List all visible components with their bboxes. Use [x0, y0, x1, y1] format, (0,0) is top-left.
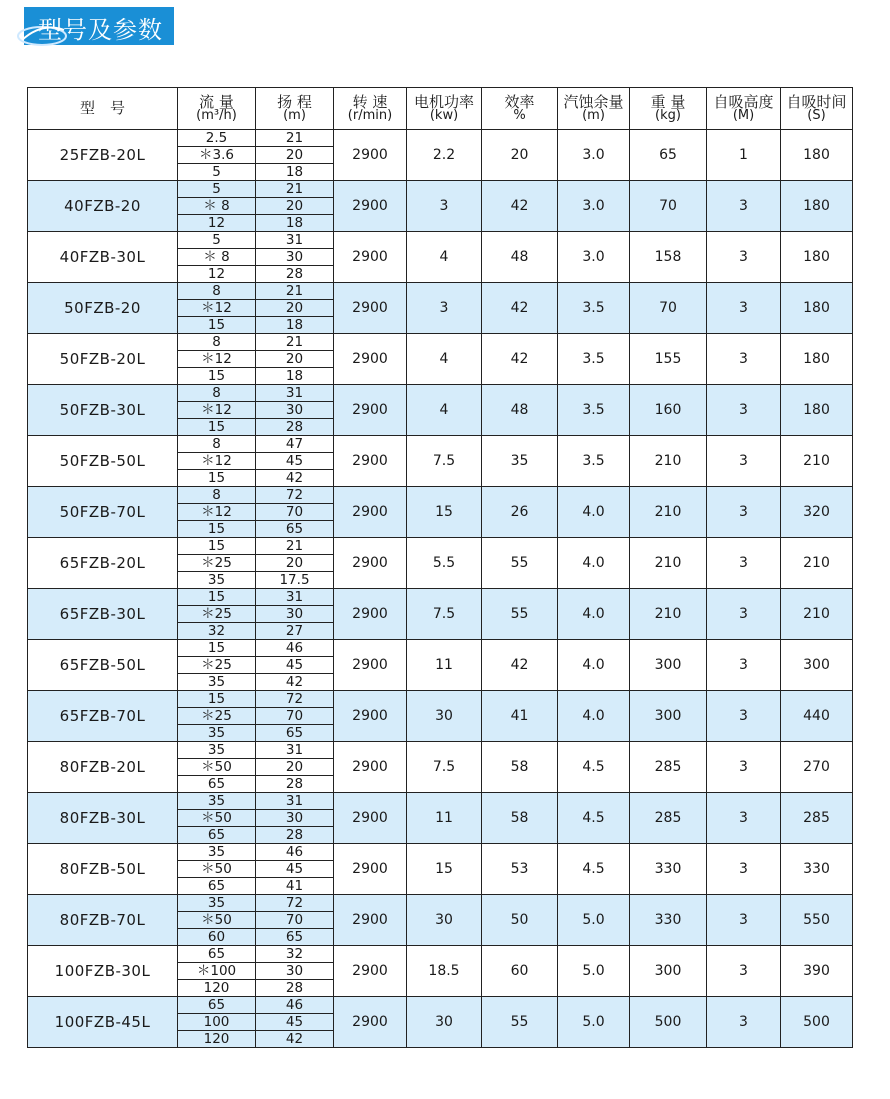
- power-cell: 30: [407, 895, 482, 946]
- head-cell: 41: [256, 878, 334, 895]
- head-cell: 70: [256, 504, 334, 521]
- efficiency-cell: 53: [482, 844, 558, 895]
- npsh-cell: 4.0: [558, 691, 630, 742]
- model-cell: 40FZB-20: [28, 181, 178, 232]
- spec-table: [27, 87, 853, 1048]
- head-cell: 18: [256, 317, 334, 334]
- head-cell: 32: [256, 946, 334, 963]
- flow-cell: ＊12: [178, 504, 256, 521]
- efficiency-cell: 26: [482, 487, 558, 538]
- col-power: 电机功率 (kw): [407, 88, 482, 130]
- col-npsh: 汽蚀余量 (m): [558, 88, 630, 130]
- head-cell: 28: [256, 827, 334, 844]
- flow-cell: ＊12: [178, 453, 256, 470]
- weight-cell: 210: [630, 487, 707, 538]
- suction-time-cell: 180: [781, 181, 853, 232]
- head-cell: 45: [256, 657, 334, 674]
- model-cell: 50FZB-70L: [28, 487, 178, 538]
- suction-height-cell: 3: [707, 487, 781, 538]
- flow-cell: 35: [178, 844, 256, 861]
- head-cell: 65: [256, 725, 334, 742]
- power-cell: 4: [407, 232, 482, 283]
- efficiency-cell: 42: [482, 283, 558, 334]
- efficiency-cell: 55: [482, 589, 558, 640]
- flow-cell: ＊50: [178, 759, 256, 776]
- flow-cell: ＊25: [178, 708, 256, 725]
- suction-height-cell: 3: [707, 793, 781, 844]
- flow-cell: 15: [178, 589, 256, 606]
- table-row: [28, 793, 853, 810]
- head-cell: 21: [256, 334, 334, 351]
- suction-time-cell: 180: [781, 130, 853, 181]
- efficiency-cell: 50: [482, 895, 558, 946]
- suction-height-cell: 3: [707, 181, 781, 232]
- head-cell: 65: [256, 929, 334, 946]
- flow-cell: 32: [178, 623, 256, 640]
- speed-cell: 2900: [334, 640, 407, 691]
- col-suction-time: 自吸时间 (S): [781, 88, 853, 130]
- col-flow: 流 量 (m³/h): [178, 88, 256, 130]
- npsh-cell: 4.0: [558, 589, 630, 640]
- head-cell: 18: [256, 215, 334, 232]
- efficiency-cell: 42: [482, 181, 558, 232]
- npsh-cell: 4.5: [558, 793, 630, 844]
- power-cell: 3: [407, 283, 482, 334]
- model-cell: 65FZB-50L: [28, 640, 178, 691]
- speed-cell: 2900: [334, 589, 407, 640]
- power-cell: 2.2: [407, 130, 482, 181]
- flow-cell: 15: [178, 691, 256, 708]
- flow-cell: 100: [178, 1014, 256, 1031]
- flow-cell: 12: [178, 215, 256, 232]
- npsh-cell: 3.0: [558, 181, 630, 232]
- npsh-cell: 3.5: [558, 385, 630, 436]
- power-cell: 11: [407, 793, 482, 844]
- weight-cell: 210: [630, 538, 707, 589]
- suction-time-cell: 180: [781, 334, 853, 385]
- flow-cell: ＊3.6: [178, 147, 256, 164]
- suction-height-cell: 3: [707, 997, 781, 1048]
- npsh-cell: 5.0: [558, 946, 630, 997]
- head-cell: 20: [256, 147, 334, 164]
- flow-cell: ＊50: [178, 912, 256, 929]
- efficiency-cell: 60: [482, 946, 558, 997]
- weight-cell: 330: [630, 895, 707, 946]
- head-cell: 20: [256, 300, 334, 317]
- suction-height-cell: 3: [707, 691, 781, 742]
- flow-cell: 35: [178, 895, 256, 912]
- suction-height-cell: 3: [707, 895, 781, 946]
- speed-cell: 2900: [334, 742, 407, 793]
- flow-cell: 15: [178, 368, 256, 385]
- power-cell: 18.5: [407, 946, 482, 997]
- speed-cell: 2900: [334, 283, 407, 334]
- suction-time-cell: 180: [781, 385, 853, 436]
- flow-cell: ＊12: [178, 351, 256, 368]
- col-suction-height: 自吸高度 (M): [707, 88, 781, 130]
- efficiency-cell: 58: [482, 793, 558, 844]
- weight-cell: 160: [630, 385, 707, 436]
- table-row: [28, 130, 853, 147]
- model-cell: 40FZB-30L: [28, 232, 178, 283]
- power-cell: 30: [407, 997, 482, 1048]
- suction-height-cell: 3: [707, 385, 781, 436]
- speed-cell: 2900: [334, 793, 407, 844]
- suction-time-cell: 180: [781, 283, 853, 334]
- flow-cell: 65: [178, 776, 256, 793]
- npsh-cell: 4.5: [558, 844, 630, 895]
- power-cell: 11: [407, 640, 482, 691]
- flow-cell: 12: [178, 266, 256, 283]
- head-cell: 72: [256, 691, 334, 708]
- flow-cell: 15: [178, 317, 256, 334]
- table-row: [28, 997, 853, 1014]
- flow-cell: 65: [178, 997, 256, 1014]
- flow-cell: 15: [178, 419, 256, 436]
- table-row: [28, 589, 853, 606]
- head-cell: 42: [256, 470, 334, 487]
- head-cell: 31: [256, 589, 334, 606]
- flow-cell: ＊50: [178, 861, 256, 878]
- flow-cell: 60: [178, 929, 256, 946]
- weight-cell: 158: [630, 232, 707, 283]
- head-cell: 20: [256, 351, 334, 368]
- suction-time-cell: 300: [781, 640, 853, 691]
- efficiency-cell: 48: [482, 385, 558, 436]
- model-cell: 65FZB-20L: [28, 538, 178, 589]
- head-cell: 27: [256, 623, 334, 640]
- flow-cell: 15: [178, 640, 256, 657]
- table-row: [28, 844, 853, 861]
- flow-cell: 5: [178, 232, 256, 249]
- head-cell: 21: [256, 130, 334, 147]
- head-cell: 21: [256, 283, 334, 300]
- suction-height-cell: 3: [707, 436, 781, 487]
- flow-cell: ＊12: [178, 300, 256, 317]
- power-cell: 5.5: [407, 538, 482, 589]
- head-cell: 46: [256, 844, 334, 861]
- suction-time-cell: 210: [781, 589, 853, 640]
- head-cell: 30: [256, 963, 334, 980]
- suction-time-cell: 390: [781, 946, 853, 997]
- weight-cell: 500: [630, 997, 707, 1048]
- head-cell: 72: [256, 487, 334, 504]
- weight-cell: 300: [630, 640, 707, 691]
- model-cell: 25FZB-20L: [28, 130, 178, 181]
- flow-cell: 8: [178, 283, 256, 300]
- head-cell: 42: [256, 674, 334, 691]
- efficiency-cell: 42: [482, 334, 558, 385]
- col-speed: 转 速 (r/min): [334, 88, 407, 130]
- head-cell: 18: [256, 368, 334, 385]
- head-cell: 18: [256, 164, 334, 181]
- suction-time-cell: 550: [781, 895, 853, 946]
- page-title: 型号及参数: [38, 16, 163, 44]
- flow-cell: 8: [178, 334, 256, 351]
- table-row: [28, 334, 853, 351]
- efficiency-cell: 58: [482, 742, 558, 793]
- table-row: [28, 691, 853, 708]
- flow-cell: 65: [178, 946, 256, 963]
- table-row: [28, 181, 853, 198]
- head-cell: 45: [256, 1014, 334, 1031]
- suction-time-cell: 270: [781, 742, 853, 793]
- col-weight: 重 量 (kg): [630, 88, 707, 130]
- head-cell: 46: [256, 640, 334, 657]
- speed-cell: 2900: [334, 538, 407, 589]
- head-cell: 70: [256, 708, 334, 725]
- flow-cell: 2.5: [178, 130, 256, 147]
- flow-cell: ＊25: [178, 657, 256, 674]
- table-row: [28, 538, 853, 555]
- npsh-cell: 4.0: [558, 538, 630, 589]
- model-cell: 80FZB-50L: [28, 844, 178, 895]
- model-cell: 50FZB-20: [28, 283, 178, 334]
- speed-cell: 2900: [334, 946, 407, 997]
- weight-cell: 330: [630, 844, 707, 895]
- head-cell: 70: [256, 912, 334, 929]
- suction-time-cell: 210: [781, 538, 853, 589]
- weight-cell: 210: [630, 589, 707, 640]
- suction-time-cell: 180: [781, 232, 853, 283]
- head-cell: 28: [256, 980, 334, 997]
- col-efficiency: 效率 %: [482, 88, 558, 130]
- weight-cell: 70: [630, 181, 707, 232]
- power-cell: 4: [407, 334, 482, 385]
- flow-cell: 15: [178, 521, 256, 538]
- suction-height-cell: 3: [707, 589, 781, 640]
- npsh-cell: 4.0: [558, 640, 630, 691]
- flow-cell: 120: [178, 1031, 256, 1048]
- power-cell: 15: [407, 844, 482, 895]
- head-cell: 46: [256, 997, 334, 1014]
- npsh-cell: 5.0: [558, 997, 630, 1048]
- suction-time-cell: 285: [781, 793, 853, 844]
- table-row: [28, 283, 853, 300]
- weight-cell: 65: [630, 130, 707, 181]
- head-cell: 28: [256, 776, 334, 793]
- power-cell: 7.5: [407, 742, 482, 793]
- weight-cell: 70: [630, 283, 707, 334]
- weight-cell: 300: [630, 946, 707, 997]
- efficiency-cell: 35: [482, 436, 558, 487]
- speed-cell: 2900: [334, 334, 407, 385]
- table-row: [28, 895, 853, 912]
- col-head: 扬 程 (m): [256, 88, 334, 130]
- npsh-cell: 3.0: [558, 130, 630, 181]
- head-cell: 45: [256, 861, 334, 878]
- table-row: [28, 946, 853, 963]
- model-cell: 100FZB-45L: [28, 997, 178, 1048]
- suction-height-cell: 3: [707, 742, 781, 793]
- model-cell: 50FZB-30L: [28, 385, 178, 436]
- suction-height-cell: 3: [707, 946, 781, 997]
- col-model: 型 号: [28, 88, 178, 130]
- flow-cell: 35: [178, 674, 256, 691]
- suction-time-cell: 320: [781, 487, 853, 538]
- table-row: [28, 385, 853, 402]
- head-cell: 30: [256, 606, 334, 623]
- table-row: [28, 436, 853, 453]
- efficiency-cell: 55: [482, 997, 558, 1048]
- npsh-cell: 4.0: [558, 487, 630, 538]
- power-cell: 15: [407, 487, 482, 538]
- speed-cell: 2900: [334, 436, 407, 487]
- flow-cell: ＊ 8: [178, 198, 256, 215]
- table-row: [28, 640, 853, 657]
- efficiency-cell: 48: [482, 232, 558, 283]
- npsh-cell: 3.0: [558, 232, 630, 283]
- table-row: [28, 742, 853, 759]
- efficiency-cell: 55: [482, 538, 558, 589]
- model-cell: 65FZB-70L: [28, 691, 178, 742]
- weight-cell: 285: [630, 742, 707, 793]
- weight-cell: 155: [630, 334, 707, 385]
- head-cell: 20: [256, 759, 334, 776]
- power-cell: 7.5: [407, 589, 482, 640]
- efficiency-cell: 20: [482, 130, 558, 181]
- suction-height-cell: 1: [707, 130, 781, 181]
- head-cell: 17.5: [256, 572, 334, 589]
- power-cell: 7.5: [407, 436, 482, 487]
- speed-cell: 2900: [334, 385, 407, 436]
- model-cell: 65FZB-30L: [28, 589, 178, 640]
- npsh-cell: 5.0: [558, 895, 630, 946]
- head-cell: 20: [256, 198, 334, 215]
- suction-time-cell: 330: [781, 844, 853, 895]
- head-cell: 47: [256, 436, 334, 453]
- weight-cell: 285: [630, 793, 707, 844]
- head-cell: 31: [256, 742, 334, 759]
- flow-cell: 15: [178, 470, 256, 487]
- npsh-cell: 3.5: [558, 436, 630, 487]
- flow-cell: 35: [178, 572, 256, 589]
- speed-cell: 2900: [334, 844, 407, 895]
- suction-height-cell: 3: [707, 640, 781, 691]
- flow-cell: 35: [178, 793, 256, 810]
- flow-cell: ＊12: [178, 402, 256, 419]
- speed-cell: 2900: [334, 997, 407, 1048]
- head-cell: 30: [256, 810, 334, 827]
- model-cell: 50FZB-50L: [28, 436, 178, 487]
- model-cell: 80FZB-20L: [28, 742, 178, 793]
- speed-cell: 2900: [334, 895, 407, 946]
- flow-cell: 8: [178, 385, 256, 402]
- npsh-cell: 3.5: [558, 334, 630, 385]
- flow-cell: 5: [178, 164, 256, 181]
- efficiency-cell: 42: [482, 640, 558, 691]
- flow-cell: 35: [178, 725, 256, 742]
- flow-cell: 120: [178, 980, 256, 997]
- table-row: [28, 487, 853, 504]
- head-cell: 28: [256, 419, 334, 436]
- flow-cell: 35: [178, 742, 256, 759]
- power-cell: 4: [407, 385, 482, 436]
- weight-cell: 300: [630, 691, 707, 742]
- flow-cell: 5: [178, 181, 256, 198]
- head-cell: 31: [256, 385, 334, 402]
- model-cell: 50FZB-20L: [28, 334, 178, 385]
- head-cell: 30: [256, 249, 334, 266]
- head-cell: 42: [256, 1031, 334, 1048]
- power-cell: 30: [407, 691, 482, 742]
- efficiency-cell: 41: [482, 691, 558, 742]
- model-cell: 100FZB-30L: [28, 946, 178, 997]
- flow-cell: 8: [178, 436, 256, 453]
- npsh-cell: 3.5: [558, 283, 630, 334]
- flow-cell: 65: [178, 878, 256, 895]
- flow-cell: ＊25: [178, 606, 256, 623]
- speed-cell: 2900: [334, 487, 407, 538]
- head-cell: 65: [256, 521, 334, 538]
- flow-cell: 8: [178, 487, 256, 504]
- speed-cell: 2900: [334, 181, 407, 232]
- flow-cell: 15: [178, 538, 256, 555]
- npsh-cell: 4.5: [558, 742, 630, 793]
- head-cell: 20: [256, 555, 334, 572]
- head-cell: 31: [256, 793, 334, 810]
- flow-cell: ＊25: [178, 555, 256, 572]
- flow-cell: ＊50: [178, 810, 256, 827]
- head-cell: 31: [256, 232, 334, 249]
- flow-cell: ＊100: [178, 963, 256, 980]
- suction-time-cell: 210: [781, 436, 853, 487]
- head-cell: 28: [256, 266, 334, 283]
- suction-height-cell: 3: [707, 334, 781, 385]
- suction-height-cell: 3: [707, 283, 781, 334]
- suction-height-cell: 3: [707, 538, 781, 589]
- flow-cell: 65: [178, 827, 256, 844]
- head-cell: 30: [256, 402, 334, 419]
- speed-cell: 2900: [334, 232, 407, 283]
- weight-cell: 210: [630, 436, 707, 487]
- head-cell: 21: [256, 538, 334, 555]
- table-header-row: [28, 88, 853, 130]
- model-cell: 80FZB-70L: [28, 895, 178, 946]
- head-cell: 45: [256, 453, 334, 470]
- suction-time-cell: 500: [781, 997, 853, 1048]
- suction-height-cell: 3: [707, 844, 781, 895]
- suction-time-cell: 440: [781, 691, 853, 742]
- suction-height-cell: 3: [707, 232, 781, 283]
- head-cell: 21: [256, 181, 334, 198]
- power-cell: 3: [407, 181, 482, 232]
- speed-cell: 2900: [334, 130, 407, 181]
- model-cell: 80FZB-30L: [28, 793, 178, 844]
- flow-cell: ＊ 8: [178, 249, 256, 266]
- table-row: [28, 232, 853, 249]
- speed-cell: 2900: [334, 691, 407, 742]
- head-cell: 72: [256, 895, 334, 912]
